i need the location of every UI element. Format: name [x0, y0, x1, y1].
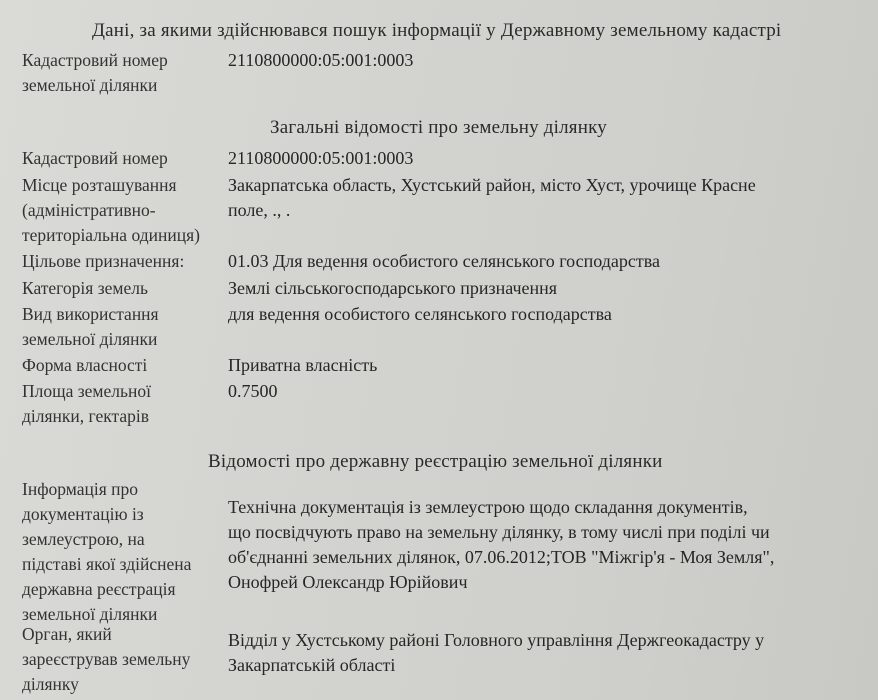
general-section-heading: Загальні відомості про земельну ділянку	[270, 117, 607, 138]
registration-section-heading: Відомості про державну реєстрацію земельної ділянки	[208, 451, 663, 472]
general-row-label: Кадастровий номер	[22, 148, 168, 168]
general-row-value: 2110800000:05:001:0003	[228, 148, 414, 168]
registration-row-value: Технічна документація із землеустрою щодо складання документів, що посвідчують право на земельну ділянку, в тому числі при поділі чи об'єднанні земельних ділянок, 07.06.2012;ТОВ "Міжгір'я - Моя Земля", Онофрей Олександр Юрійович	[228, 497, 775, 592]
general-row-label: Площа земельної ділянки, гектарів	[22, 381, 151, 426]
general-row-label: Цільове призначення:	[22, 251, 185, 271]
general-row-label: Вид використання земельної ділянки	[22, 304, 159, 349]
search-cadastral-label: Кадастровий номер земельної ділянки	[22, 50, 168, 95]
general-row-value: Землі сільськогосподарського призначення	[228, 278, 558, 298]
registration-row-label: Орган, який зареєстрував земельну ділянку	[22, 624, 191, 694]
general-row-label: Місце розташування (адміністративно- територіальна одиниця)	[22, 175, 200, 245]
general-row-label: Категорія земель	[22, 278, 148, 298]
search-section-heading: Дані, за якими здійснювався пошук інформації у Державному земельному кадастрі	[92, 20, 782, 41]
general-row-value: 01.03 Для ведення особистого селянського господарства	[228, 251, 660, 271]
general-row-value: Закарпатська область, Хустський район, місто Хуст, урочище Красне поле, ., .	[228, 175, 756, 220]
general-row-label: Форма власності	[22, 355, 148, 375]
general-row-value: Приватна власність	[228, 355, 378, 375]
search-cadastral-value: 2110800000:05:001:0003	[228, 50, 414, 70]
general-row-value: 0.7500	[228, 381, 278, 401]
general-row-value: для ведення особистого селянського господарства	[228, 304, 612, 324]
registration-row-label: Інформація про документацію із землеустрою, на підставі якої здійснена державна реєстрація земельної ділянки	[22, 479, 192, 624]
registration-row-value: Відділ у Хустському районі Головного управління Держгеокадастру у Закарпатській області	[228, 630, 765, 675]
